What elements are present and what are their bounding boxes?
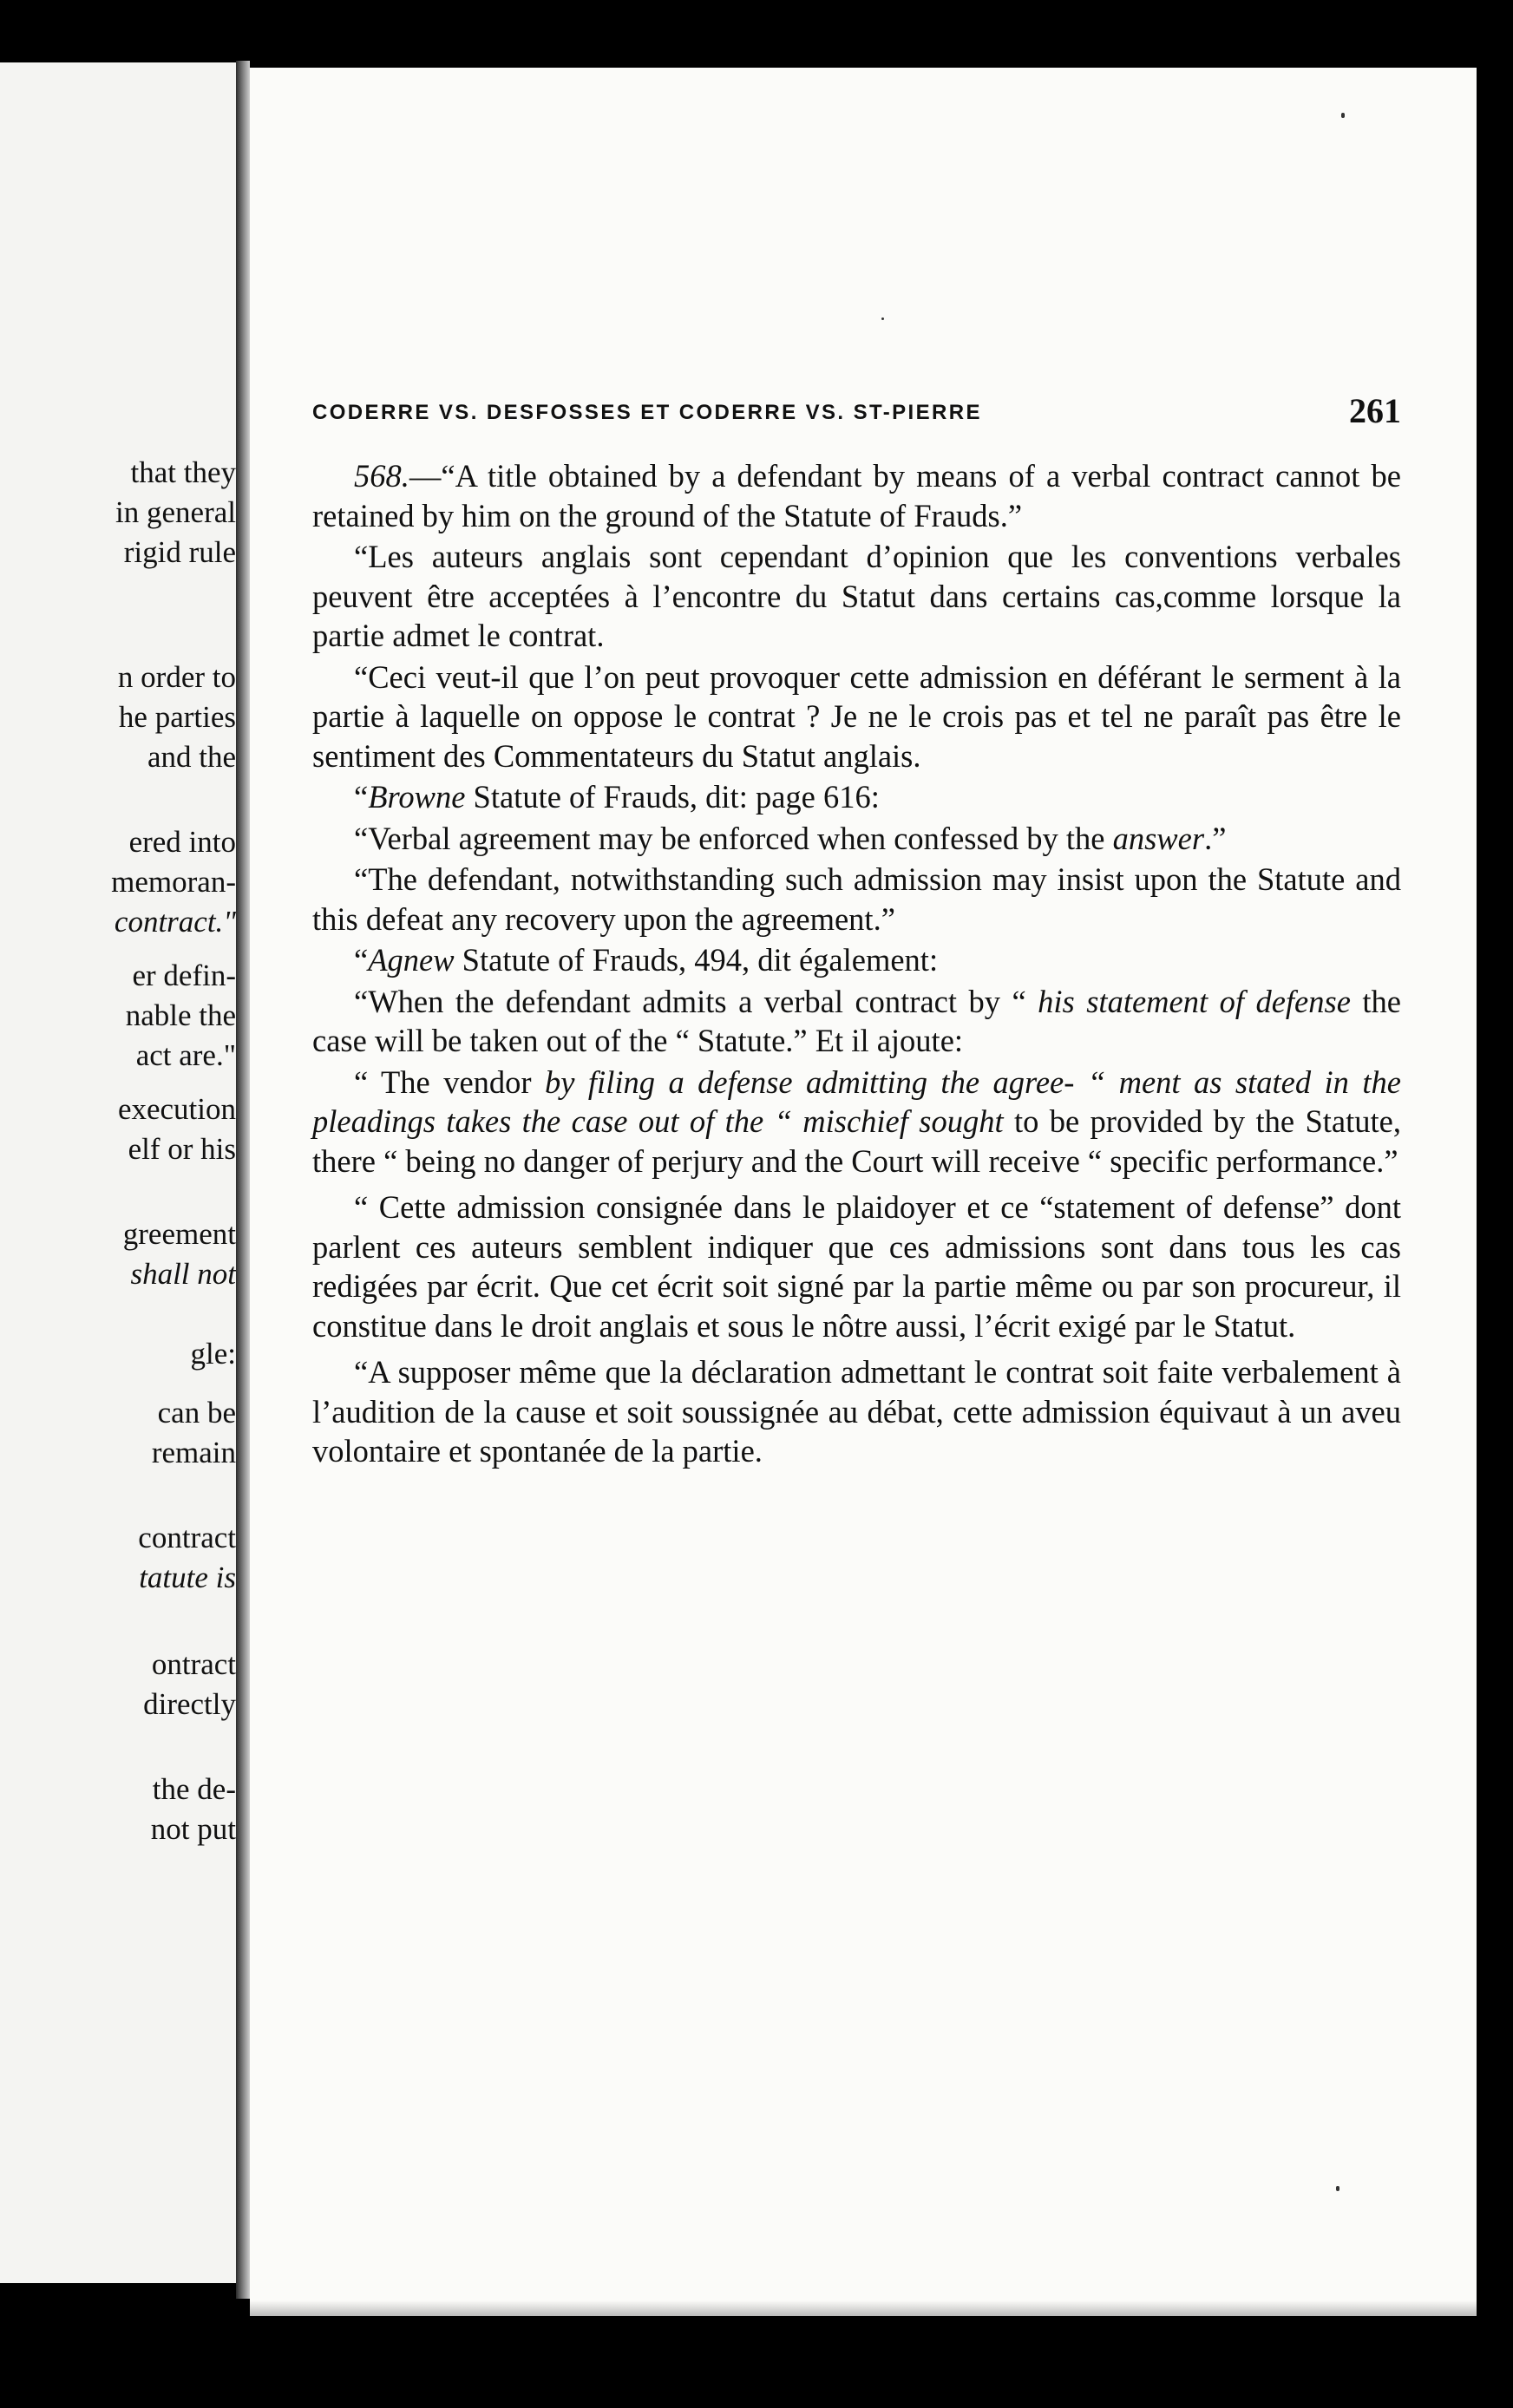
left-page-line: can be [157, 1396, 236, 1430]
left-page-line: the de- [152, 1772, 236, 1806]
left-page-line: n order to [117, 660, 236, 694]
left-page-line: nable the [125, 998, 236, 1032]
paragraph: “A supposer même que la déclaration admettant le contrat soit faite verbalement à l’audition de la cause et soit soussignée au débat, cette admission équivaut à un aveu volontaire et spontanée de la partie. [312, 1354, 1401, 1469]
article-number: 568. [354, 458, 409, 494]
book-gutter [236, 61, 250, 2299]
paragraph [312, 1063, 1401, 1181]
right-page [250, 68, 1477, 2316]
paper-speck [881, 317, 884, 320]
paragraph-text: “ The vendor [354, 1063, 546, 1100]
paragraph: “The defendant, notwithstanding such admission may insist upon the Statute and this defeat any recovery upon the agreement.” [312, 861, 1401, 937]
left-page-line: contract." [114, 905, 236, 939]
left-facing-page [0, 62, 236, 2283]
paragraph-text: to be provided by the Statute, there “ being no danger of perjury and the Court will receive “ specific performance.” [312, 1103, 1401, 1179]
left-page-line: and the [147, 740, 236, 774]
left-page-line: rigid rule [123, 535, 236, 569]
left-page-line: elf or his [128, 1132, 236, 1166]
left-page-line: er defin- [132, 959, 236, 992]
author-name: Browne [368, 779, 466, 815]
paragraph-text: —“A title obtained by a defendant by means of a verbal contract cannot be retained by him on the ground of the Statute of Frauds.” [312, 458, 1401, 533]
open-quote: “ [354, 942, 369, 978]
left-page-line: act are." [135, 1038, 236, 1072]
paragraph: “ Cette admission consignée dans le plaidoyer et ce “statement of defense” dont parlent ces auteurs semblent indiquer que ces admissions sont dans tous les cas redigées par écrit. Que cet écrit soit signé par la partie même ou par son procureur, il constitue dans le droit anglais et sous le nôtre aussi, l’écrit exigé par le Statut. [312, 1189, 1401, 1344]
paragraph [312, 819, 1401, 859]
left-page-line: he parties [118, 700, 236, 734]
left-page-line: that they [130, 455, 236, 489]
running-title: CODERRE VS. DESFOSSES ET CODERRE VS. ST-PIERRE [312, 401, 982, 424]
italic-passage: by filing a defense admitting the agree- “ ment as stated in the pleadings takes the case out of the “ mischief sought [312, 1063, 1401, 1139]
paragraph [312, 940, 1401, 980]
author-name: Agnew [368, 942, 455, 978]
paragraph: “Ceci veut-il que l’on peut provoquer cette admission en déférant le serment à la partie à laquelle on oppose le contrat ? Je ne le crois pas et tel ne paraît pas être le sentiment des Commentateurs du Statut anglais. [312, 658, 1401, 774]
paragraph [312, 456, 1401, 535]
paragraph-text: “Verbal agreement may be enforced when confessed by the [354, 820, 1113, 856]
left-page-line: ontract [151, 1647, 236, 1681]
running-head [312, 391, 1401, 435]
italic-term: his statement of defense [1038, 983, 1351, 1019]
left-page-line: ered into [128, 825, 236, 859]
paragraph [312, 982, 1401, 1061]
page-bottom-edge [250, 2300, 1477, 2316]
left-page-line: tatute is [139, 1561, 236, 1594]
left-page-line: gle: [190, 1337, 236, 1371]
left-page-line: greement [122, 1217, 236, 1251]
left-page-line: memoran- [111, 865, 236, 899]
paper-speck [1336, 2186, 1339, 2191]
paragraph-text: Statute of Frauds, dit: page 616: [465, 779, 880, 815]
left-page-line: contract [138, 1521, 236, 1554]
page-number: 261 [1349, 391, 1401, 430]
left-page-line: in general [115, 495, 236, 529]
left-page-line: remain [151, 1436, 236, 1469]
left-page-line: directly [143, 1687, 236, 1721]
left-page-line: execution [117, 1092, 236, 1126]
page-body [312, 456, 1401, 1471]
open-quote: “ [354, 779, 369, 815]
paragraph-text: the case will be taken out of the “ Statute.” Et il ajoute: [312, 983, 1401, 1058]
left-page-line: not put [150, 1812, 236, 1846]
paragraph-text: .” [1204, 820, 1227, 856]
paragraph [312, 777, 1401, 817]
italic-term: answer [1112, 820, 1205, 856]
paper-speck [1341, 113, 1345, 118]
left-page-line: shall not [130, 1257, 236, 1291]
paragraph: “Les auteurs anglais sont cependant d’opinion que les conventions verbales peuvent être acceptées à l’encontre du Statut dans certains cas,comme lorsque la partie admet le contrat. [312, 539, 1401, 653]
paragraph-text: Statute of Frauds, 494, dit également: [454, 942, 939, 978]
paragraph-text: “When the defendant admits a verbal contract by “ [354, 983, 1038, 1019]
